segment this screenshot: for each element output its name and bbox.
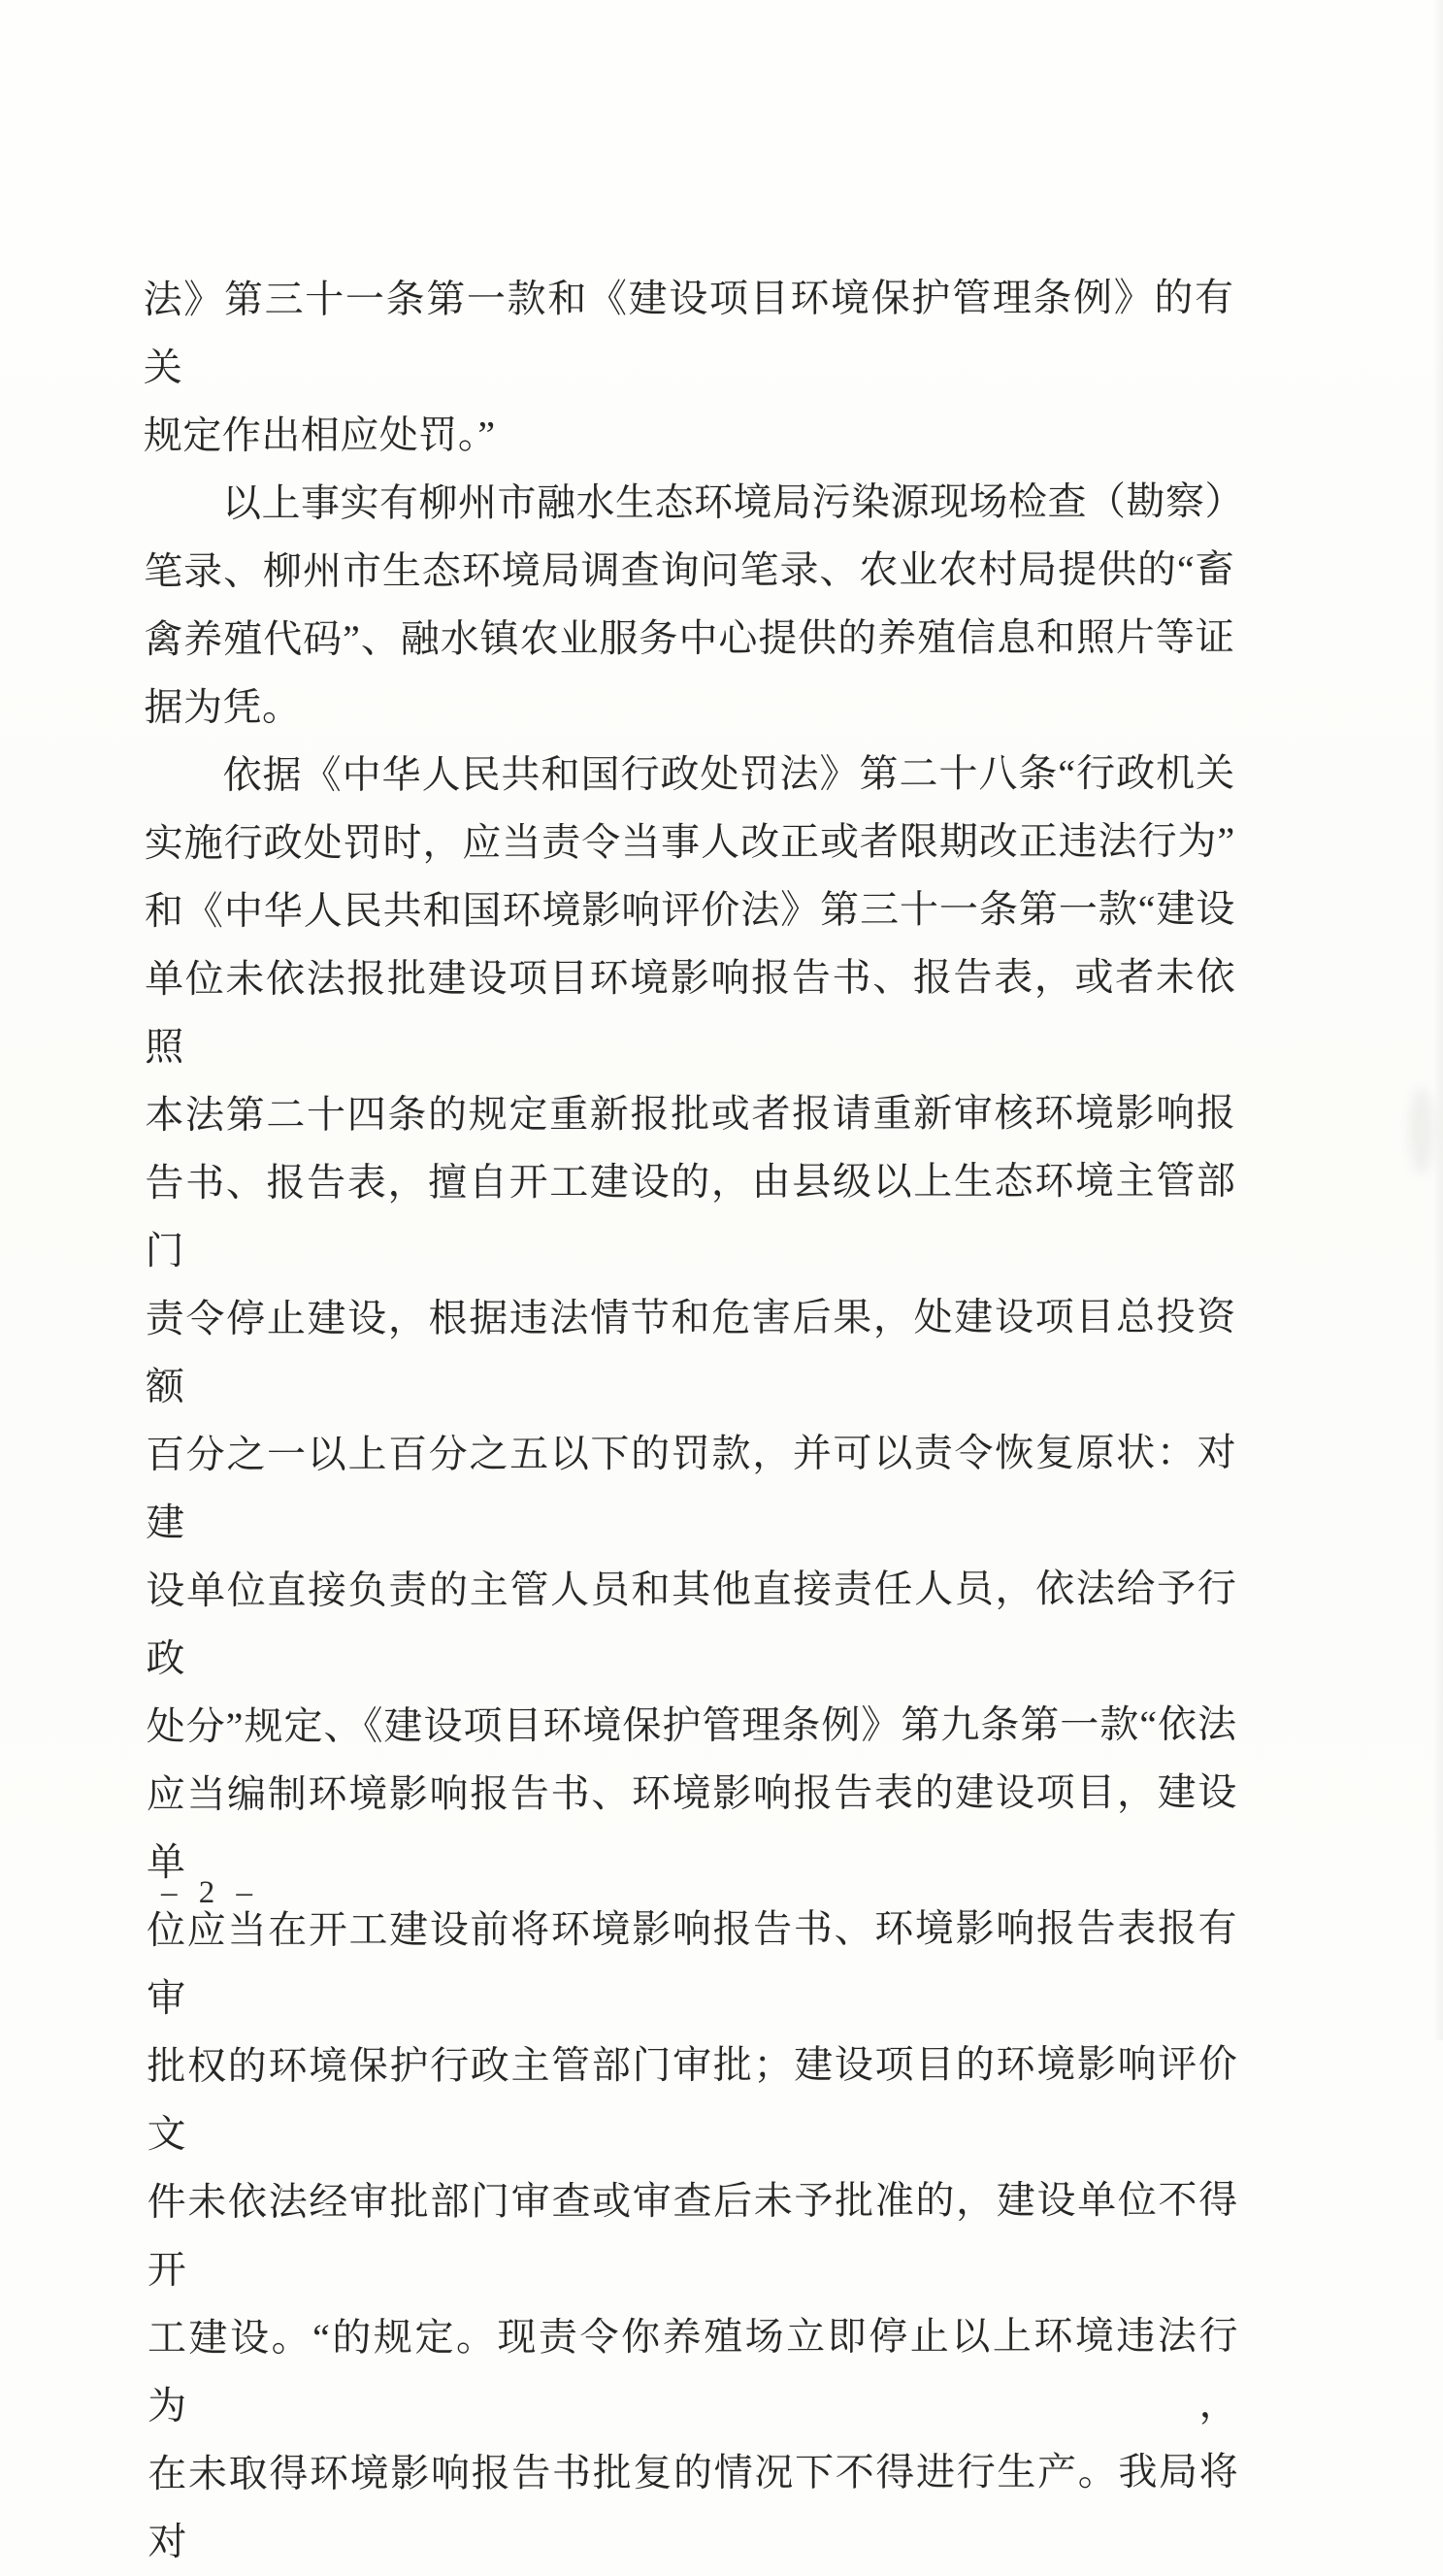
text-line: 批权的环境保护行政主管部门审批；建设项目的环境影响评价文 [147, 2041, 1238, 2157]
text-line: 工建设。“的规定。现责令你养殖场立即停止以上环境违法行为， [147, 2313, 1239, 2428]
text-line: 百分之一以上百分之五以下的罚款，并可以责令恢复原状：对建 [146, 1430, 1237, 1545]
scan-smudge-artifact [1409, 1087, 1434, 1174]
text-line: 在未取得环境影响报告书批复的情况下不得进行生产。我局将对 [148, 2449, 1239, 2564]
text-line: 件未依法经审批部门审查或审查后未予批准的，建设单位不得开 [147, 2177, 1238, 2293]
text-line: 本法第二十四条的规定重新报批或者报请重新审核环境影响报 [145, 1090, 1236, 1138]
page-number: – 2 – [161, 1875, 259, 1910]
text-line: 责令停止建设，根据违法情节和危害后果，处建设项目总投资额 [145, 1294, 1236, 1409]
text-line: 依据《中华人民共和国行政处罚法》第二十八条“行政机关 [222, 750, 1235, 798]
scan-edge-artifact [1433, 0, 1443, 2040]
text-line: 据为凭。 [144, 684, 302, 730]
text-line: 实施行政处罚时，应当责令当事人改正或者限期改正违法行为” [144, 818, 1235, 866]
text-line: 位应当在开工建设前将环境影响报告书、环境影响报告表报有审 [147, 1905, 1238, 2021]
text-line: 应当编制环境影响报告书、环境影响报告表的建设项目，建设单 [146, 1769, 1237, 1885]
text-line: 处分”规定、《建设项目环境保护管理条例》第九条第一款“依法 [146, 1701, 1237, 1749]
text-line: 告书、报告表，擅自开工建设的，由县级以上生态环境主管部门 [145, 1158, 1236, 1273]
text-line: 禽养殖代码”、融水镇农业服务中心提供的养殖信息和照片等证 [144, 614, 1235, 662]
text-line: 笔录、柳州市生态环境局调查询问笔录、农业农村局提供的“畜 [144, 546, 1235, 594]
text-line: 规定作出相应处罚。” [143, 413, 496, 458]
text-line: 法》第三十一条第一款和《建设项目环境保护管理条例》的有关 [143, 275, 1234, 390]
text-line: 以上事实有柳州市融水生态环境局污染源现场检查（勘察） [221, 479, 1245, 526]
text-line: 单位未依法报批建设项目环境影响报告书、报告表，或者未依照 [145, 954, 1236, 1070]
document-body [143, 264, 1245, 2576]
text-line: 和《中华人民共和国环境影响评价法》第三十一条第一款“建设 [144, 886, 1235, 934]
text-line: 设单位直接负责的主管人员和其他直接责任人员，依法给予行政 [146, 1566, 1237, 1681]
